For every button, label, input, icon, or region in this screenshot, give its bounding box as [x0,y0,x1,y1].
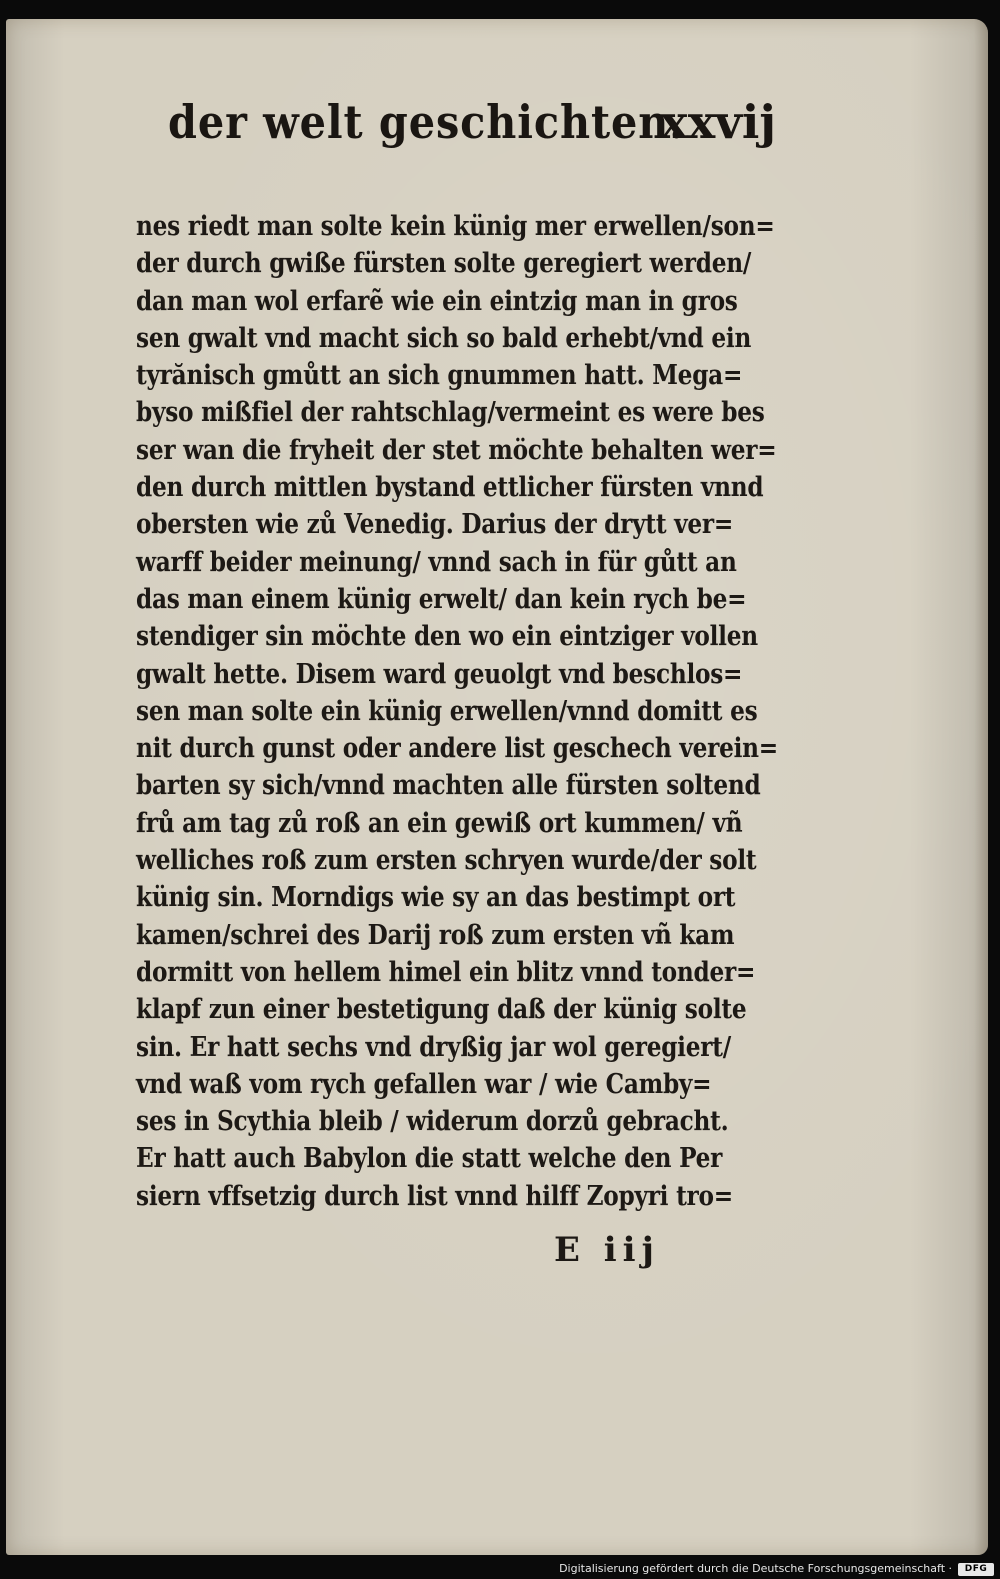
signature-mark: E iij [554,1230,660,1270]
text-line: frů am tag zů roß an ein gewiß ort kummen/ vñ [136,807,743,839]
folio-number: xxvij [660,95,776,149]
text-line: welliches roß zum ersten schryen wurde/der solt [136,845,757,877]
text-line: kamen/schrei des Darij roß zum ersten vñ kam [136,919,735,951]
text-line: gwalt hette. Disem ward geuolgt vnd beschlos= [136,658,743,690]
text-line: klapf zun einer bestetigung daß der künig solte [136,994,747,1026]
text-line: künig sin. Morndigs wie sy an das bestimpt ort [136,882,736,914]
text-line: tyrănisch gmůtt an sich gnummen hatt. Mega= [136,360,743,392]
text-line: barten sy sich/vnnd machten alle fürsten soltend [136,770,761,802]
text-line: ser wan die fryheit der stet möchte behalten wer= [136,434,777,466]
text-line: der durch gwiße fürsten solte geregiert werden/ [136,248,752,280]
dfg-logo: DFG [958,1563,994,1576]
text-line: das man einem künig erwelt/ dan kein rych be= [136,583,747,615]
text-line: sen gwalt vnd macht sich so bald erhebt/vnd ein [136,322,752,354]
page-edge [974,19,988,1555]
text-line: stendiger sin möchte den wo ein eintziger vollen [136,621,758,653]
text-line: ses in Scythia bleib / widerum dorzů gebracht. [136,1106,729,1138]
text-line: sin. Er hatt sechs vnd dryßig jar wol geregiert/ [136,1031,731,1063]
running-title: der welt geschichten. [168,95,685,149]
page-header [168,95,788,175]
text-line: byso mißfiel der rahtschlag/vermeint es were bes [136,397,765,429]
text-line: den durch mittlen bystand ettlicher fürsten vnnd [136,472,764,504]
text-line: vnd waß vom rych gefallen war / wie Camby= [136,1068,712,1100]
text-line: sen man solte ein künig erwellen/vnnd domitt es [136,695,758,727]
text-line: dan man wol erfarẽ wie ein eintzig man in gros [136,285,738,317]
text-line: nit durch gunst oder andere list geschech verein= [136,733,778,765]
body-text [136,208,776,1215]
text-line: nes riedt man solte kein künig mer erwellen/son= [136,211,775,242]
digitization-credit: Digitalisierung gefördert durch die Deutsche Forschungsgemeinschaft · [559,1562,952,1575]
text-line: dormitt von hellem himel ein blitz vnnd tonder= [136,956,756,988]
text-line: Er hatt auch Babylon die statt welche den Per [136,1143,723,1175]
text-line: obersten wie zů Venedig. Darius der drytt ver= [136,509,734,541]
text-line: warff beider meinung/ vnnd sach in für gůtt an [136,546,737,578]
text-line: siern vffsetzig durch list vnnd hilff Zopyri tro= [136,1180,733,1212]
